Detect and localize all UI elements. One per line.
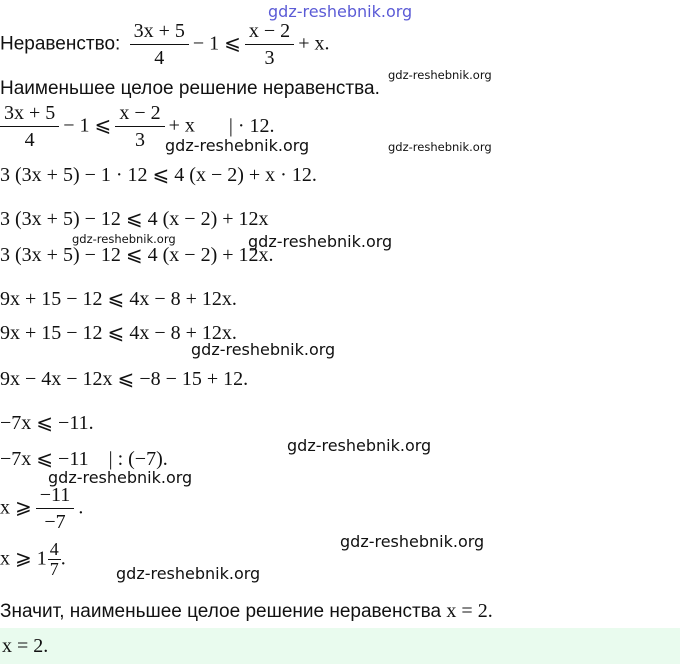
math-term: x ⩾ 1: [0, 547, 47, 570]
conclusion: [0, 600, 493, 623]
math-operator: − 1 ⩽: [192, 32, 241, 55]
step-line: [0, 540, 66, 579]
watermark: gdz-reshebnik.org: [388, 140, 492, 154]
fraction: $\frac{-11}{-7}$: [36, 484, 75, 533]
watermark: gdz-reshebnik.org: [248, 232, 393, 251]
answer-value: x = 2.: [2, 635, 49, 657]
math-term: + x: [168, 114, 195, 137]
watermark: gdz-reshebnik.org: [340, 532, 485, 551]
task-text: Наименьшее целое решение неравенства.: [0, 78, 380, 99]
statement-label: Неравенство:: [0, 33, 121, 55]
watermark: gdz-reshebnik.org: [72, 232, 176, 246]
step-line: −7x ⩽ −11 | : (−7).: [0, 448, 168, 470]
math-term: x ⩾: [0, 496, 32, 519]
math-term: + x.: [298, 32, 330, 55]
watermark: gdz-reshebnik.org: [191, 340, 336, 359]
watermark: gdz-reshebnik.org: [116, 564, 261, 583]
fraction-lhs: $\frac{3x + 5}{4}$: [130, 20, 189, 69]
math-term: | · 12.: [228, 114, 275, 137]
conclusion-text: Значит, наименьшее целое решение неравенства: [0, 601, 442, 622]
step-multiply: [0, 102, 275, 151]
math-term: .: [78, 496, 84, 519]
watermark: gdz-reshebnik.org: [48, 468, 193, 487]
watermark: gdz-reshebnik.org: [287, 436, 432, 455]
watermark: gdz-reshebnik.org: [165, 136, 310, 155]
answer-box: [0, 628, 680, 664]
watermark: gdz-reshebnik.org: [388, 68, 492, 82]
step-line: 9x + 15 − 12 ⩽ 4x − 8 + 12x.: [0, 322, 237, 344]
fraction: $\frac{4}{7}$: [49, 539, 59, 579]
step-line: −7x ⩽ −11.: [0, 412, 94, 434]
watermark: gdz-reshebnik.org: [268, 2, 413, 21]
math-term: .: [60, 547, 66, 570]
step-line: 3 (3x + 5) − 12 ⩽ 4 (x − 2) + 12x: [0, 208, 269, 230]
inequality-statement: [0, 20, 329, 69]
step-line: [0, 484, 83, 533]
step-line: 9x + 15 − 12 ⩽ 4x − 8 + 12x.: [0, 288, 237, 310]
step-line: 3 (3x + 5) − 1 · 12 ⩽ 4 (x − 2) + x · 12.: [0, 164, 317, 186]
fraction-lhs: $\frac{3x + 5}{4}$: [0, 102, 59, 151]
fraction-rhs: $\frac{x - 2}{3}$: [115, 102, 164, 151]
step-line: 3 (3x + 5) − 12 ⩽ 4 (x − 2) + 12x.: [0, 244, 274, 266]
fraction-rhs: $\frac{x - 2}{3}$: [245, 20, 294, 69]
step-line: 9x − 4x − 12x ⩽ −8 − 15 + 12.: [0, 368, 249, 390]
math-operator: − 1 ⩽: [63, 114, 112, 137]
conclusion-value: x = 2.: [446, 600, 493, 622]
